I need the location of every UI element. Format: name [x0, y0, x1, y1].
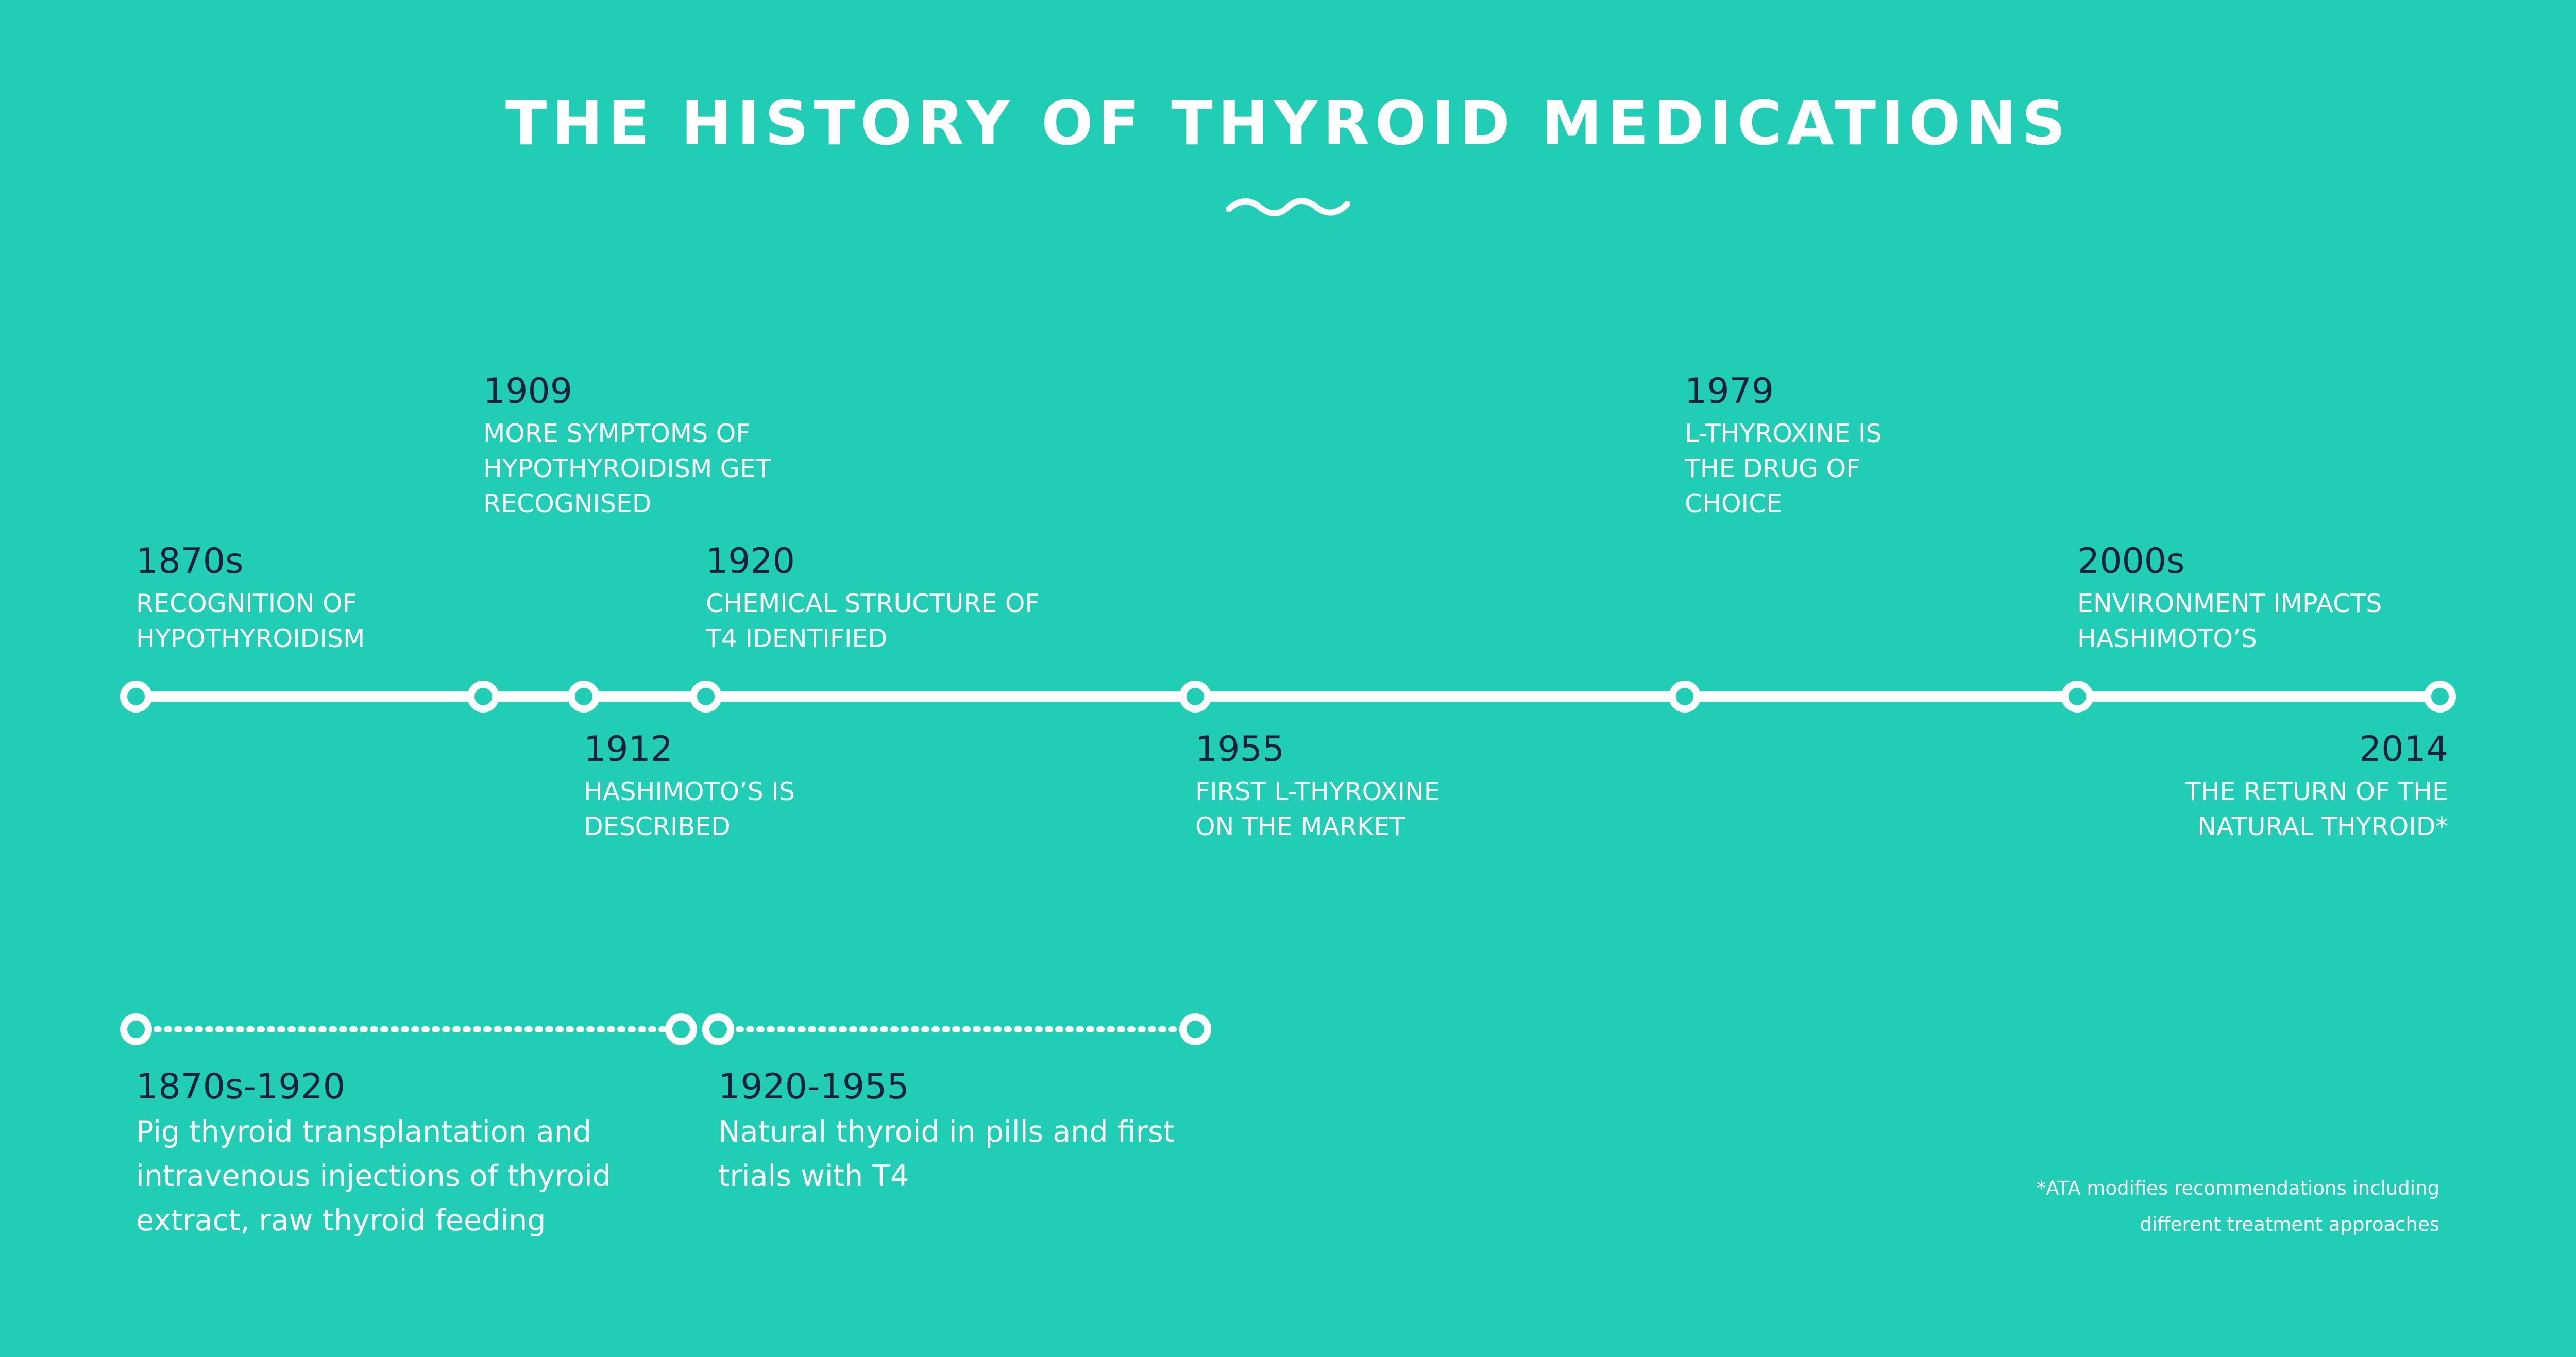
event-description: CHEMICAL STRUCTURE OF T4 IDENTIFIED	[706, 589, 1040, 653]
event-year: 1870s	[136, 541, 244, 582]
timeline-node-3	[693, 684, 718, 709]
event-7	[2185, 729, 2448, 844]
timeline-node-7	[2428, 684, 2452, 709]
footnote: *ATA modifies recommendations including different treatment approaches	[2036, 1177, 2439, 1235]
event-year: 2000s	[2077, 541, 2185, 582]
event-year: 1909	[483, 371, 573, 412]
page-title: THE HISTORY OF THYROID MEDICATIONS	[505, 88, 2071, 159]
event-1	[483, 371, 771, 521]
era-node-0-end	[669, 1017, 693, 1042]
event-description: FIRST L-THYROXINE ON THE MARKET	[1195, 777, 1440, 841]
event-5	[1685, 371, 1882, 521]
event-0	[136, 541, 365, 656]
timeline-node-2	[571, 684, 596, 709]
era-node-0-start	[124, 1017, 148, 1042]
era-description: Natural thyroid in pills and first trials with T4	[718, 1115, 1175, 1193]
event-3	[706, 541, 1040, 656]
event-description: RECOGNITION OF HYPOTHYROIDISM	[136, 589, 365, 653]
event-description: MORE SYMPTOMS OF HYPOTHYROIDISM GET RECOGNISED	[483, 419, 771, 518]
event-description: L-THYROXINE IS THE DRUG OF CHOICE	[1685, 419, 1882, 518]
era-node-1-end	[1183, 1017, 1208, 1042]
era-description: Pig thyroid transplantation and intravenous injections of thyroid extract, raw thyroid feeding	[136, 1115, 611, 1237]
event-year: 1955	[1195, 729, 1285, 770]
timeline-node-0	[124, 684, 148, 709]
event-description: THE RETURN OF THE NATURAL THYROID*	[2185, 777, 2448, 841]
timeline-node-1	[471, 684, 496, 709]
event-year: 2014	[2359, 729, 2448, 770]
era-label: 1870s-1920	[136, 1066, 346, 1107]
era-0	[136, 1066, 611, 1243]
event-year: 1920	[706, 541, 795, 582]
event-4	[1195, 729, 1440, 844]
timeline-node-6	[2065, 684, 2090, 709]
event-2	[584, 729, 795, 844]
event-description: ENVIRONMENT IMPACTS HASHIMOTO’S	[2077, 589, 2382, 653]
event-year: 1979	[1685, 371, 1774, 412]
event-description: HASHIMOTO’S IS DESCRIBED	[584, 777, 795, 841]
era-node-1-start	[706, 1017, 731, 1042]
era-1	[718, 1066, 1175, 1198]
timeline-node-4	[1183, 684, 1208, 709]
event-year: 1912	[584, 729, 673, 770]
event-6	[2077, 541, 2382, 656]
era-label: 1920-1955	[718, 1066, 909, 1107]
timeline-node-5	[1672, 684, 1697, 709]
